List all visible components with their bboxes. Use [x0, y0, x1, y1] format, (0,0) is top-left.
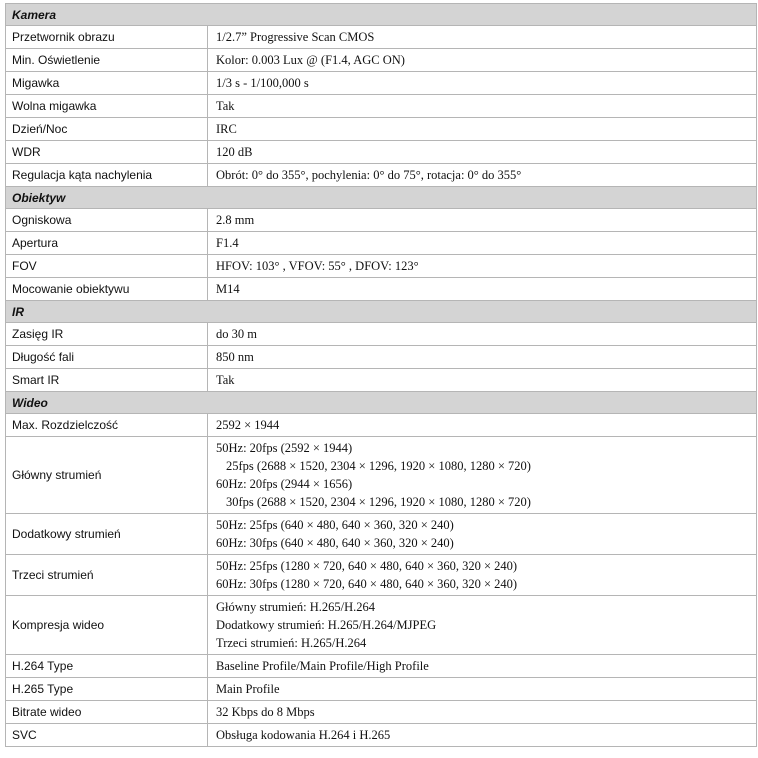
spec-value-line: 60Hz: 30fps (1280 × 720, 640 × 480, 640 × 360, 320 × 240): [216, 577, 518, 591]
spec-label: Wolna migawka: [6, 95, 208, 118]
spec-label: Długość fali: [6, 346, 208, 369]
spec-value-line: Główny strumień: H.265/H.264: [216, 600, 376, 614]
spec-value-line: 2.8 mm: [216, 213, 255, 227]
spec-label: Przetwornik obrazu: [6, 26, 208, 49]
spec-row-h-265-type: [6, 678, 757, 701]
spec-label: Migawka: [6, 72, 208, 95]
spec-value-line: Obrót: 0° do 355°, pochylenia: 0° do 75°, rotacja: 0° do 355°: [216, 168, 522, 182]
spec-label: SVC: [6, 724, 208, 747]
spec-value: [208, 26, 757, 49]
spec-value-line: Obsługa kodowania H.264 i H.265: [216, 728, 391, 742]
spec-label: Zasięg IR: [6, 323, 208, 346]
spec-value-line: IRC: [216, 122, 237, 136]
section-title: IR: [6, 301, 757, 323]
spec-value-line: 2592 × 1944: [216, 418, 280, 432]
spec-row-max-rozdzielczosc: [6, 414, 757, 437]
spec-row-glowny-strumien: [6, 437, 757, 514]
spec-label: Mocowanie obiektywu: [6, 278, 208, 301]
spec-value: [208, 323, 757, 346]
spec-row-smart-ir: [6, 369, 757, 392]
spec-value-line: Kolor: 0.003 Lux @ (F1.4, AGC ON): [216, 53, 405, 67]
spec-value-line: 50Hz: 25fps (1280 × 720, 640 × 480, 640 × 360, 320 × 240): [216, 559, 518, 573]
spec-value-line: 1/3 s - 1/100,000 s: [216, 76, 309, 90]
section-header-obiektyw: [6, 187, 757, 209]
spec-row-fov: [6, 255, 757, 278]
spec-row-dlugosc-fali: [6, 346, 757, 369]
spec-value: [208, 72, 757, 95]
spec-value-line: 60Hz: 30fps (640 × 480, 640 × 360, 320 × 240): [216, 536, 454, 550]
section-header-kamera: [6, 4, 757, 26]
spec-value: [208, 49, 757, 72]
spec-value-line: 25fps (2688 × 1520, 2304 × 1296, 1920 × 1080, 1280 × 720): [226, 459, 531, 473]
spec-label: WDR: [6, 141, 208, 164]
spec-label: H.265 Type: [6, 678, 208, 701]
spec-label: Główny strumień: [6, 437, 208, 514]
spec-row-przetwornik-obrazu: [6, 26, 757, 49]
spec-value-line: Baseline Profile/Main Profile/High Profile: [216, 659, 429, 673]
spec-value: [208, 95, 757, 118]
spec-value-line: 120 dB: [216, 145, 253, 159]
spec-value: [208, 141, 757, 164]
spec-row-migawka: [6, 72, 757, 95]
spec-value-line: Main Profile: [216, 682, 280, 696]
spec-value: [208, 596, 757, 655]
spec-label: Dodatkowy strumień: [6, 514, 208, 555]
spec-value: [208, 678, 757, 701]
section-header-ir: [6, 301, 757, 323]
spec-value-line: 32 Kbps do 8 Mbps: [216, 705, 315, 719]
spec-row-dzien-noc: [6, 118, 757, 141]
spec-row-h-264-type: [6, 655, 757, 678]
spec-row-apertura: [6, 232, 757, 255]
spec-value: [208, 346, 757, 369]
spec-label: Ogniskowa: [6, 209, 208, 232]
spec-label: Max. Rozdzielczość: [6, 414, 208, 437]
spec-row-regulacja-kata-nachylenia: [6, 164, 757, 187]
spec-label: Bitrate wideo: [6, 701, 208, 724]
section-title: Kamera: [6, 4, 757, 26]
spec-value: [208, 514, 757, 555]
spec-row-bitrate-wideo: [6, 701, 757, 724]
spec-value-line: HFOV: 103° , VFOV: 55° , DFOV: 123°: [216, 259, 419, 273]
spec-value: [208, 414, 757, 437]
spec-value-line: do 30 m: [216, 327, 257, 341]
section-title: Wideo: [6, 392, 757, 414]
spec-table: [5, 3, 757, 747]
spec-row-mocowanie-obiektywu: [6, 278, 757, 301]
section-header-wideo: [6, 392, 757, 414]
spec-value-line: F1.4: [216, 236, 239, 250]
spec-row-dodatkowy-strumien: [6, 514, 757, 555]
spec-value-line: Tak: [216, 99, 235, 113]
spec-value: [208, 369, 757, 392]
spec-value-line: 1/2.7” Progressive Scan CMOS: [216, 30, 375, 44]
spec-label: Smart IR: [6, 369, 208, 392]
spec-row-trzeci-strumien: [6, 555, 757, 596]
spec-value: [208, 724, 757, 747]
spec-label: Trzeci strumień: [6, 555, 208, 596]
spec-value: [208, 555, 757, 596]
spec-value-line: 50Hz: 20fps (2592 × 1944): [216, 441, 353, 455]
spec-row-ogniskowa: [6, 209, 757, 232]
spec-row-wdr: [6, 141, 757, 164]
spec-label: FOV: [6, 255, 208, 278]
spec-row-min-oswietlenie: [6, 49, 757, 72]
spec-value: [208, 255, 757, 278]
spec-value: [208, 232, 757, 255]
spec-label: Min. Oświetlenie: [6, 49, 208, 72]
spec-value: [208, 209, 757, 232]
spec-value-line: Trzeci strumień: H.265/H.264: [216, 636, 367, 650]
spec-value: [208, 655, 757, 678]
spec-table-body: [6, 4, 757, 747]
spec-value: [208, 118, 757, 141]
spec-value-line: M14: [216, 282, 240, 296]
spec-label: Regulacja kąta nachylenia: [6, 164, 208, 187]
spec-row-wolna-migawka: [6, 95, 757, 118]
spec-label: H.264 Type: [6, 655, 208, 678]
spec-value-line: 30fps (2688 × 1520, 2304 × 1296, 1920 × 1080, 1280 × 720): [226, 495, 531, 509]
spec-label: Kompresja wideo: [6, 596, 208, 655]
spec-value-line: Tak: [216, 373, 235, 387]
spec-row-kompresja-wideo: [6, 596, 757, 655]
section-title: Obiektyw: [6, 187, 757, 209]
spec-label: Apertura: [6, 232, 208, 255]
spec-label: Dzień/Noc: [6, 118, 208, 141]
spec-value-line: 50Hz: 25fps (640 × 480, 640 × 360, 320 × 240): [216, 518, 454, 532]
spec-value-line: Dodatkowy strumień: H.265/H.264/MJPEG: [216, 618, 437, 632]
spec-row-zasieg-ir: [6, 323, 757, 346]
spec-value: [208, 164, 757, 187]
spec-value: [208, 437, 757, 514]
spec-value: [208, 701, 757, 724]
spec-value-line: 60Hz: 20fps (2944 × 1656): [216, 477, 353, 491]
spec-value: [208, 278, 757, 301]
spec-value-line: 850 nm: [216, 350, 254, 364]
spec-row-svc: [6, 724, 757, 747]
